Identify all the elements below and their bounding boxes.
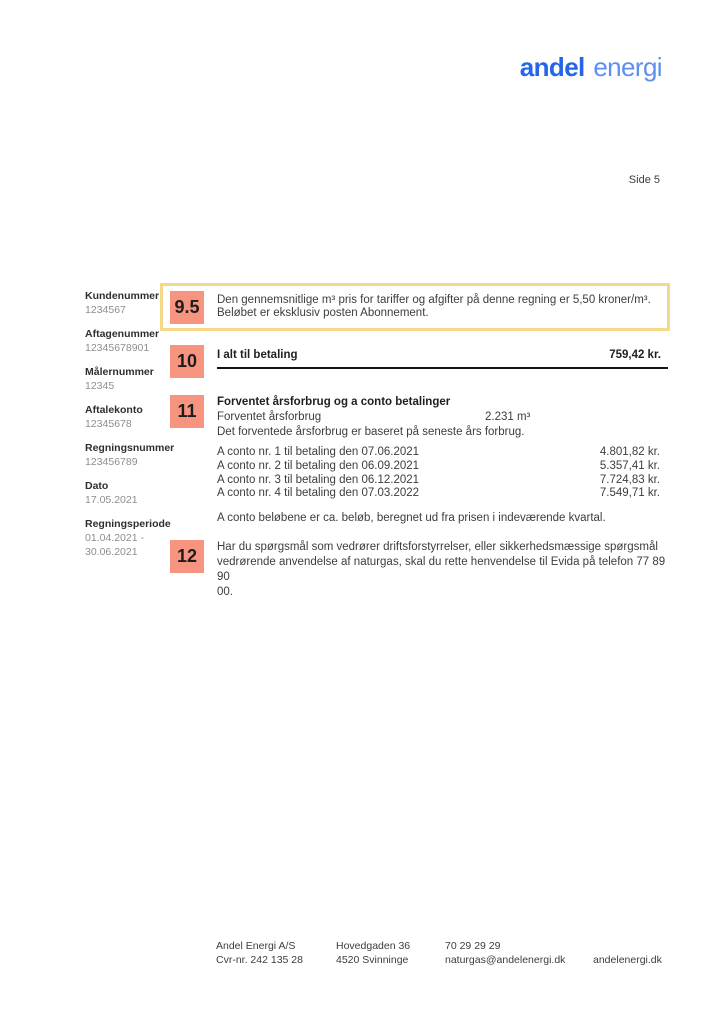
- total-due-row: [217, 349, 668, 369]
- invoice-meta-sidebar: [85, 290, 175, 559]
- meta-label: Regningsperiode: [85, 518, 171, 530]
- footer-contact: [445, 939, 565, 967]
- footer-company: [216, 939, 303, 967]
- annual-consumption-value: 2.231 m³: [485, 411, 531, 423]
- aconto-row: [217, 460, 660, 474]
- evida-contact-line3: 00.: [217, 586, 233, 598]
- meta-aftagenummer: [85, 328, 165, 355]
- section-badge-9-5: 9.5: [170, 291, 204, 324]
- meta-regningsperiode: [85, 518, 171, 559]
- annual-consumption-row: [217, 410, 668, 425]
- aconto-amount: 7.549,71 kr.: [599, 487, 660, 500]
- avg-price-note: [217, 294, 651, 321]
- meta-value: 01.04.2021 -: [85, 532, 144, 544]
- meta-value: 17.05.2021: [85, 494, 138, 506]
- avg-price-note-line1: Den gennemsnitlige m³ pris for tariffer og afgifter på denne regning er 5,50 kroner/m³.: [217, 293, 651, 306]
- logo-word-energi: energi: [593, 52, 662, 82]
- aconto-row: [217, 474, 660, 488]
- meta-label: Målernummer: [85, 366, 154, 378]
- aconto-note: A conto beløbene er ca. beløb, beregnet ud fra prisen i indeværende kvartal.: [217, 512, 606, 524]
- total-due-label: I alt til betaling: [217, 349, 298, 361]
- section-badge-11: 11: [170, 395, 204, 428]
- avg-price-note-line2: Beløbet er eksklusiv posten Abonnement.: [217, 307, 429, 319]
- aconto-payment-list: [217, 446, 660, 501]
- avg-price-highlight-box: [160, 283, 670, 331]
- meta-value: 12345678: [85, 418, 132, 430]
- meta-label: Aftagenummer: [85, 328, 160, 340]
- logo-word-andel: andel: [519, 52, 585, 82]
- footer-phone: 70 29 29 29: [445, 940, 501, 952]
- footer-address: [336, 939, 410, 967]
- footer-company-name: Andel Energi A/S: [216, 940, 296, 952]
- meta-maalernummer: [85, 366, 165, 393]
- meta-value: 30.06.2021: [85, 546, 138, 558]
- footer-website-url: andelenergi.dk: [593, 954, 662, 966]
- evida-contact-line1: Har du spørgsmål som vedrører driftsforstyrrelser, eller sikkerhedsmæssige spørgsmål: [217, 541, 658, 553]
- footer-cvr: Cvr-nr. 242 135 28: [216, 954, 303, 966]
- aconto-amount: 4.801,82 kr.: [599, 446, 660, 458]
- aconto-amount: 5.357,41 kr.: [599, 459, 660, 472]
- annual-consumption-label: Forventet årsforbrug: [217, 411, 322, 423]
- meta-value: 12345: [85, 380, 115, 392]
- page-number: Side 5: [628, 174, 660, 186]
- section-badge-10: 10: [170, 345, 204, 378]
- aconto-row: [217, 446, 660, 460]
- meta-dato: [85, 480, 165, 507]
- aconto-amount: 7.724,83 kr.: [599, 473, 660, 486]
- meta-label: Aftalekonto: [85, 404, 143, 416]
- aconto-label: A conto nr. 3 til betaling den 06.12.2021: [217, 473, 420, 486]
- evida-contact-line2: vedrørende anvendelse af naturgas, skal du rette henvendelse til Evida på telefon 77 89 90: [217, 556, 666, 583]
- meta-value: 1234567: [85, 304, 126, 316]
- aconto-label: A conto nr. 1 til betaling den 07.06.2021: [217, 446, 420, 458]
- aconto-label: A conto nr. 4 til betaling den 07.03.2022: [217, 487, 420, 500]
- section-badge-12: 12: [170, 540, 204, 573]
- footer-city: 4520 Svinninge: [336, 954, 409, 966]
- footer-website: [593, 953, 662, 967]
- andel-energi-logo: [520, 52, 662, 83]
- meta-label: Regningsnummer: [85, 442, 175, 454]
- meta-value: 123456789: [85, 456, 138, 468]
- aconto-label: A conto nr. 2 til betaling den 06.09.2021: [217, 459, 420, 472]
- meta-aftalekonto: [85, 404, 165, 431]
- total-due-amount: 759,42 kr.: [609, 349, 661, 361]
- meta-label: Kundenummer: [85, 290, 160, 302]
- annual-consumption-block: [217, 395, 668, 440]
- meta-kundenummer: [85, 290, 165, 317]
- annual-consumption-note: Det forventede årsforbrug er baseret på seneste års forbrug.: [217, 426, 525, 438]
- footer-street: Hovedgaden 36: [336, 940, 411, 952]
- footer-email: naturgas@andelenergi.dk: [445, 954, 566, 966]
- meta-label: Dato: [85, 480, 109, 492]
- meta-regningsnummer: [85, 442, 175, 469]
- meta-value: 12345678901: [85, 342, 150, 354]
- evida-contact-note: [217, 540, 670, 600]
- annual-consumption-title: Forventet årsforbrug og a conto betalinger: [217, 396, 451, 408]
- aconto-row: [217, 487, 660, 501]
